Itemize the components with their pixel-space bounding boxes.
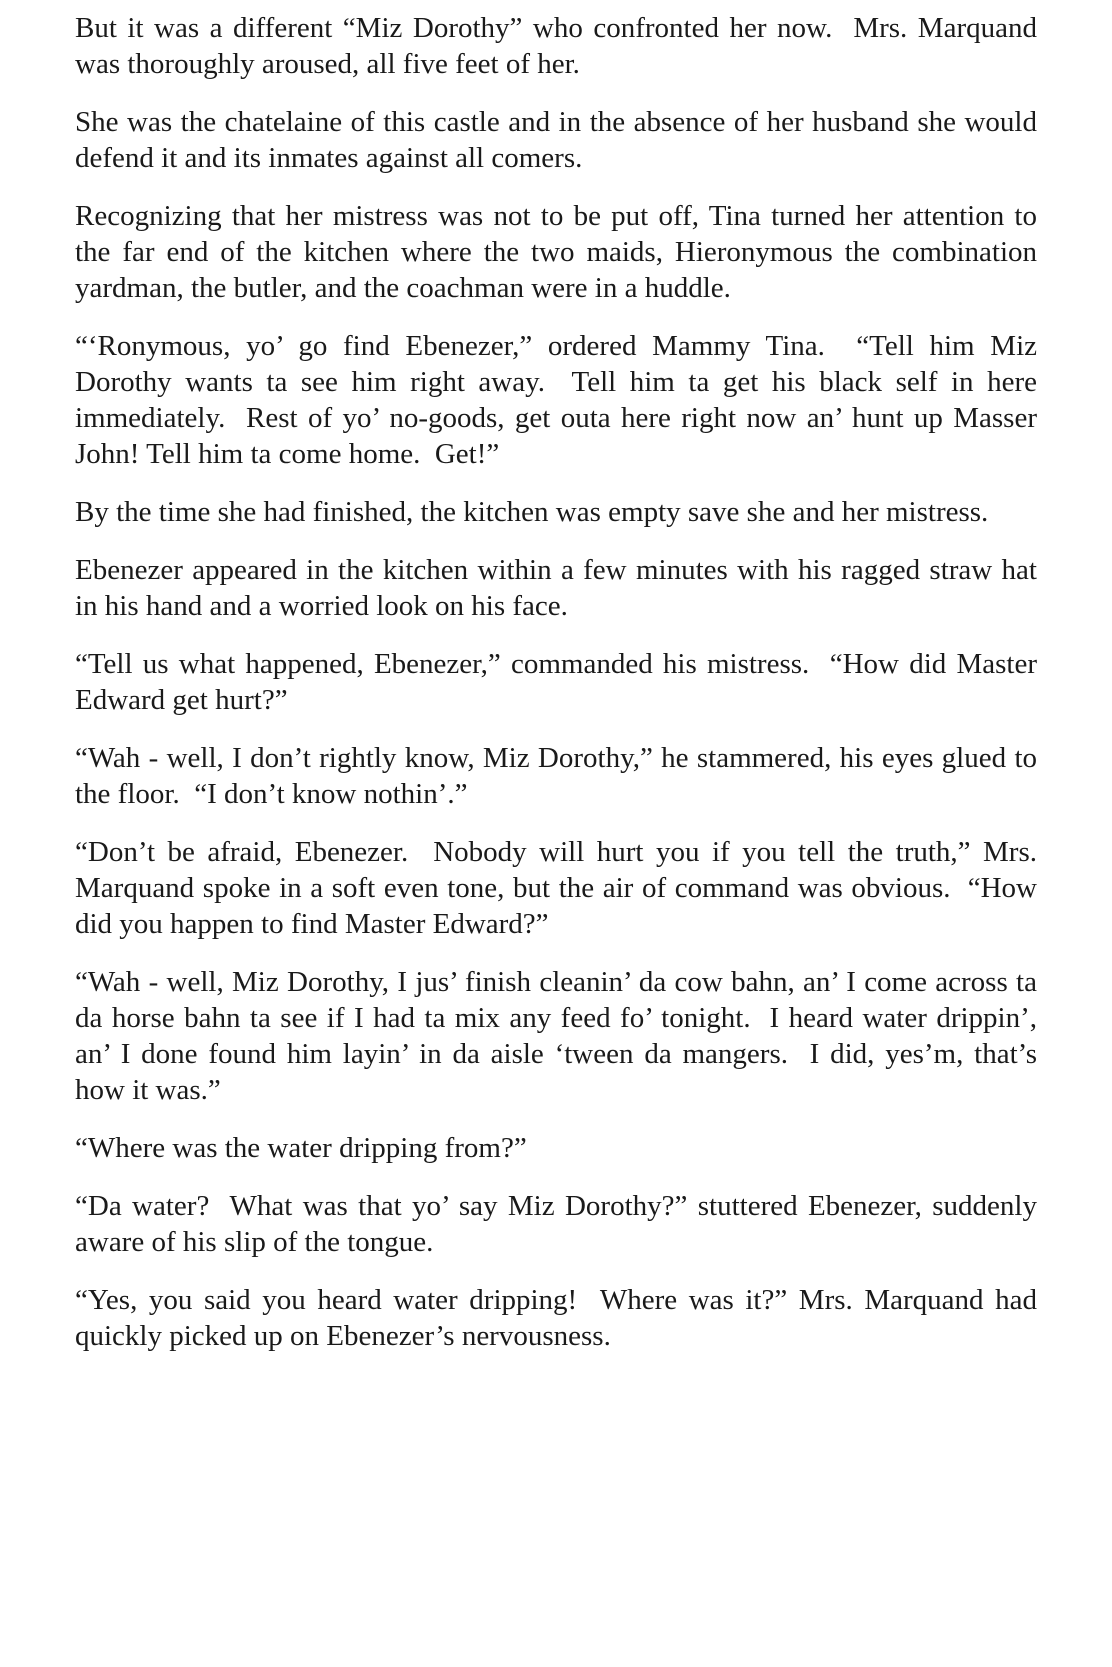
paragraph: “Don’t be afraid, Ebenezer. Nobody will hurt you if you tell the truth,” Mrs. Marquand spoke in a soft even tone, but the air of command was obvious. “How did you happen to find Master Edward?” <box>75 836 1045 940</box>
paragraph: Recognizing that her mistress was not to be put off, Tina turned her attention to the far end of the kitchen where the two maids, Hieronymous the combination yardman, the butler, and the coachman were in a huddle. <box>75 200 1045 304</box>
paragraph: Ebenezer appeared in the kitchen within a few minutes with his ragged straw hat in his hand and a worried look on his face. <box>75 554 1045 622</box>
paragraph: “‘Ronymous, yo’ go find Ebenezer,” ordered Mammy Tina. “Tell him Miz Dorothy wants ta see him right away. Tell him ta get his black self in here immediately. Rest of yo’ no-goods, get outa here right now an’ hunt up Masser John! Tell him ta come home. Get!” <box>75 330 1045 470</box>
paragraph: “Where was the water dripping from?” <box>75 1132 527 1164</box>
document-page <box>75 10 1045 1376</box>
paragraph: But it was a different “Miz Dorothy” who confronted her now. Mrs. Marquand was thoroughly aroused, all five feet of her. <box>75 12 1045 80</box>
paragraph: “Wah - well, Miz Dorothy, I jus’ finish cleanin’ da cow bahn, an’ I come across ta da horse bahn ta see if I had ta mix any feed fo’ tonight. I heard water drippin’, an’ I done found him layin’ in da aisle ‘tween da mangers. I did, yes’m, that’s how it was.” <box>75 966 1045 1106</box>
paragraph: “Da water? What was that yo’ say Miz Dorothy?” stuttered Ebenezer, suddenly aware of his slip of the tongue. <box>75 1190 1045 1258</box>
paragraph: “Tell us what happened, Ebenezer,” commanded his mistress. “How did Master Edward get hurt?” <box>75 648 1045 716</box>
paragraph: “Yes, you said you heard water dripping! Where was it?” Mrs. Marquand had quickly picked up on Ebenezer’s nervousness. <box>75 1284 1045 1352</box>
paragraph: “Wah - well, I don’t rightly know, Miz Dorothy,” he stammered, his eyes glued to the floor. “I don’t know nothin’.” <box>75 742 1045 810</box>
paragraph: She was the chatelaine of this castle and in the absence of her husband she would defend it and its inmates against all comers. <box>75 106 1045 174</box>
paragraph: By the time she had finished, the kitchen was empty save she and her mistress. <box>75 496 989 528</box>
